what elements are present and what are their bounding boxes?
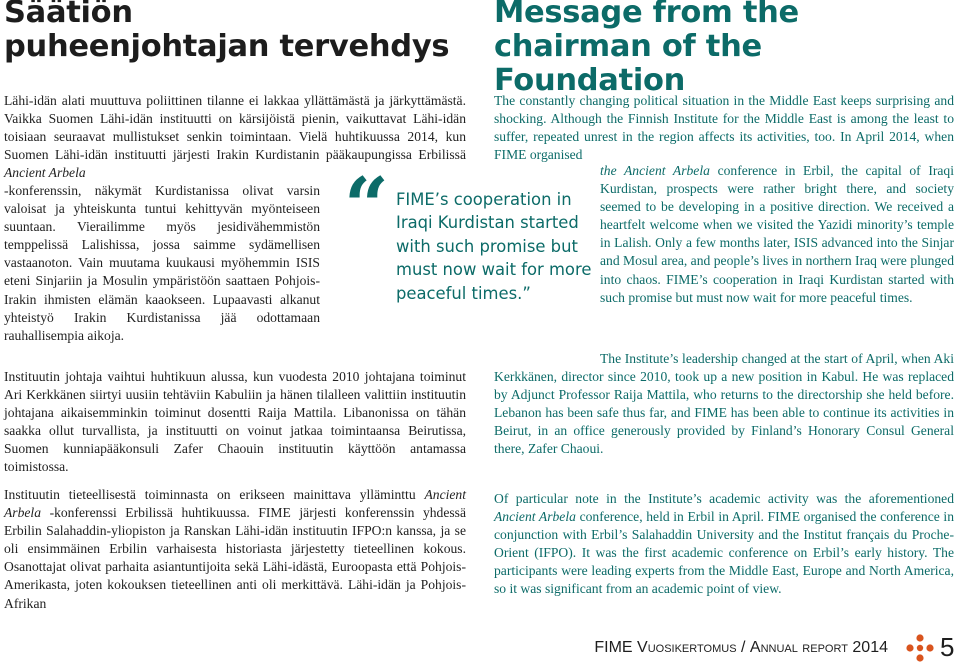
en-paragraph-1-rest: conference in Erbil, the capital of Iraqi Kurdistan, prospects were rather bright there, and society seemed to be developing in a positive direction. We received a heartfelt welcome when we visited the Yazidi minority’s temple in Lalish. Only a few months later, ISIS advanced into the Sinjar and Mosul area, and people’s lives in northern Iraq were plunged into chaos. FIME’s cooperation in Iraqi Kurdistan started with such promise but must now wait for more peaceful times.	[600, 163, 954, 305]
fi-title-line1: Säätiön	[4, 0, 133, 30]
en-title-line2: chairman of the Foundation	[494, 29, 762, 98]
en-paragraph-3-lead: Of particular note in the Institute’s academic activity was the aforementioned	[494, 491, 954, 506]
fi-paragraph-2	[4, 368, 466, 477]
en-paragraph-3-conference: Ancient Arbela	[494, 509, 576, 525]
en-title-line1: Message from the	[494, 0, 799, 30]
fi-paragraph-3	[4, 486, 466, 613]
fi-page-title	[4, 0, 474, 64]
en-paragraph-1-wrap	[600, 162, 954, 307]
fi-paragraph-3-lead: Instituutin tieteellisestä toiminnasta on erikseen mainittava ylläminttu	[4, 487, 416, 502]
fi-paragraph-3-conference: Ancient Arbela	[4, 487, 466, 521]
footer-report-fi: Vuosikertomus	[637, 639, 737, 656]
fi-paragraph-1-top	[4, 92, 466, 182]
pull-quote-text: FIME’s cooperation in Iraqi Kurdistan started with such promise but must now wait for more peaceful times.”	[396, 190, 592, 303]
footer-report-en: Annual report	[749, 639, 848, 656]
fi-conference-name: Ancient Arbela	[4, 165, 86, 181]
fime-logo-icon	[906, 634, 934, 662]
logo-dot-bottom	[916, 654, 923, 661]
quote-mark-icon: “	[344, 161, 385, 252]
fi-paragraph-1-rest: -konferenssin, näkymät Kurdistanissa olivat varsin valoisat ja yhteiskunta tuntui kehittyvän myönteiseen suuntaan. Vierailimme myös jesidivähemmistön temppelissä Lalishissa, jossa saimme sydämellisen vastaanoton. Vain muutama kuukausi myöhemmin ISIS eteni Sinjariin ja Mosulin ympäristöön saattaen Pohjois-Irakin ihmisten elämän kaaokseen. Lupaavasti alkanut yhteistyö Irakin Kurdistanissa jää odottamaan rauhallisempia aikoja.	[4, 183, 320, 343]
en-paragraph-2	[494, 350, 954, 459]
fi-paragraph-3-rest: -konferenssi Erbilissä huhtikuussa. FIME järjesti konferenssin yhdessä Erbilin Salahaddin-yliopiston ja Ranskan Lähi-idän instituutin IFPO:n kanssa, ja se oli ensimmäinen Erbilin varhaisesta historiasta järjestetty tieteellinen kokous. Osanottajat olivat parhaita asiantuntijoita sekä Lähi-idästä, Euroopasta että Pohjois-Amerikasta, joten kokouksen tieteellinen anti oli merkittävä. Lähi-idän ja Pohjois-Afrikan	[4, 505, 466, 611]
logo-dot-center	[917, 645, 923, 651]
en-page-title	[494, 0, 960, 98]
pull-quote	[352, 188, 592, 305]
en-paragraph-3-rest: conference, held in Erbil in April. FIME organised the conference in conjunction with Erbil’s Salahaddin University and the Institut français du Proche-Orient (IFPO). It was the first academic conference on Erbil’s early history. The participants were leading experts from the Middle East, Europe and North America, so it was significant from an academic point of view.	[494, 509, 954, 597]
fi-paragraph-2-text: Instituutin johtaja vaihtui huhtikuun alussa, kun vuodesta 2010 johtajana toiminut Ari Kerkkänen siirtyi uusiin tehtäviin Kabuliin ja hänen tilalleen valittiin instituutin johtajana aikaisemminkin toiminut dosentti Raija Mattila. Libanonissa on tähän saakka ollut turvallista, ja instituutti on voinut jatkaa toimintaansa Beirutissa, Suomen kunniapääkonsuli Zafer Chaouin instituutin käyttöön antamassa toimistossa.	[4, 369, 466, 475]
fi-paragraph-1-lead: Lähi-idän alati muuttuva poliittinen tilanne ei lakkaa yllättämästä ja järkyttämästä. Vaikka Suomen Lähi-idän instituutti on kärsijöistä pienin, vaikuttavat Lähi-idän toisiaan seuraavat mullistukset senkin toimintaan. Vielä huhtikuussa 2014, kun Suomen Lähi-idän instituutti järjesti Irakin Kurdistanin pääkaupungissa Erbilissä	[4, 93, 466, 163]
fi-paragraph-1-wrap	[4, 182, 320, 345]
page-footer	[594, 638, 888, 658]
en-paragraph-2-text: The Institute’s leadership changed at the start of April, when Aki Kerkkänen, director since 2010, took up a new position in Kabul. He was replaced by Adjunct Professor Raija Mattila, who returns to the directorship she held before. Lebanon has been safe thus far, and FIME has been able to continue its activities in Beirut, in an office generously provided by Finland’s Honorary Consul General there, Zafer Chaoui.	[494, 351, 954, 457]
footer-year: 2014	[852, 639, 888, 656]
logo-dot-right	[926, 644, 933, 651]
page-number: 5	[940, 632, 955, 662]
en-paragraph-1-top	[494, 92, 954, 164]
en-conference-name: the Ancient Arbela	[600, 163, 710, 178]
en-paragraph-1-lead: The constantly changing political situation in the Middle East keeps surprising and shocking. Although the Finnish Institute for the Middle East is among the least to suffer, repeated unrest in the region affects its activities, too. In April 2014, when FIME organised	[494, 93, 954, 163]
en-paragraph-3	[494, 490, 954, 599]
logo-dot-top	[916, 634, 923, 641]
fi-title-line2: puheenjohtajan tervehdys	[4, 29, 450, 64]
footer-org: FIME	[594, 639, 633, 656]
logo-dot-left	[906, 644, 913, 651]
footer-separator: /	[741, 639, 746, 656]
